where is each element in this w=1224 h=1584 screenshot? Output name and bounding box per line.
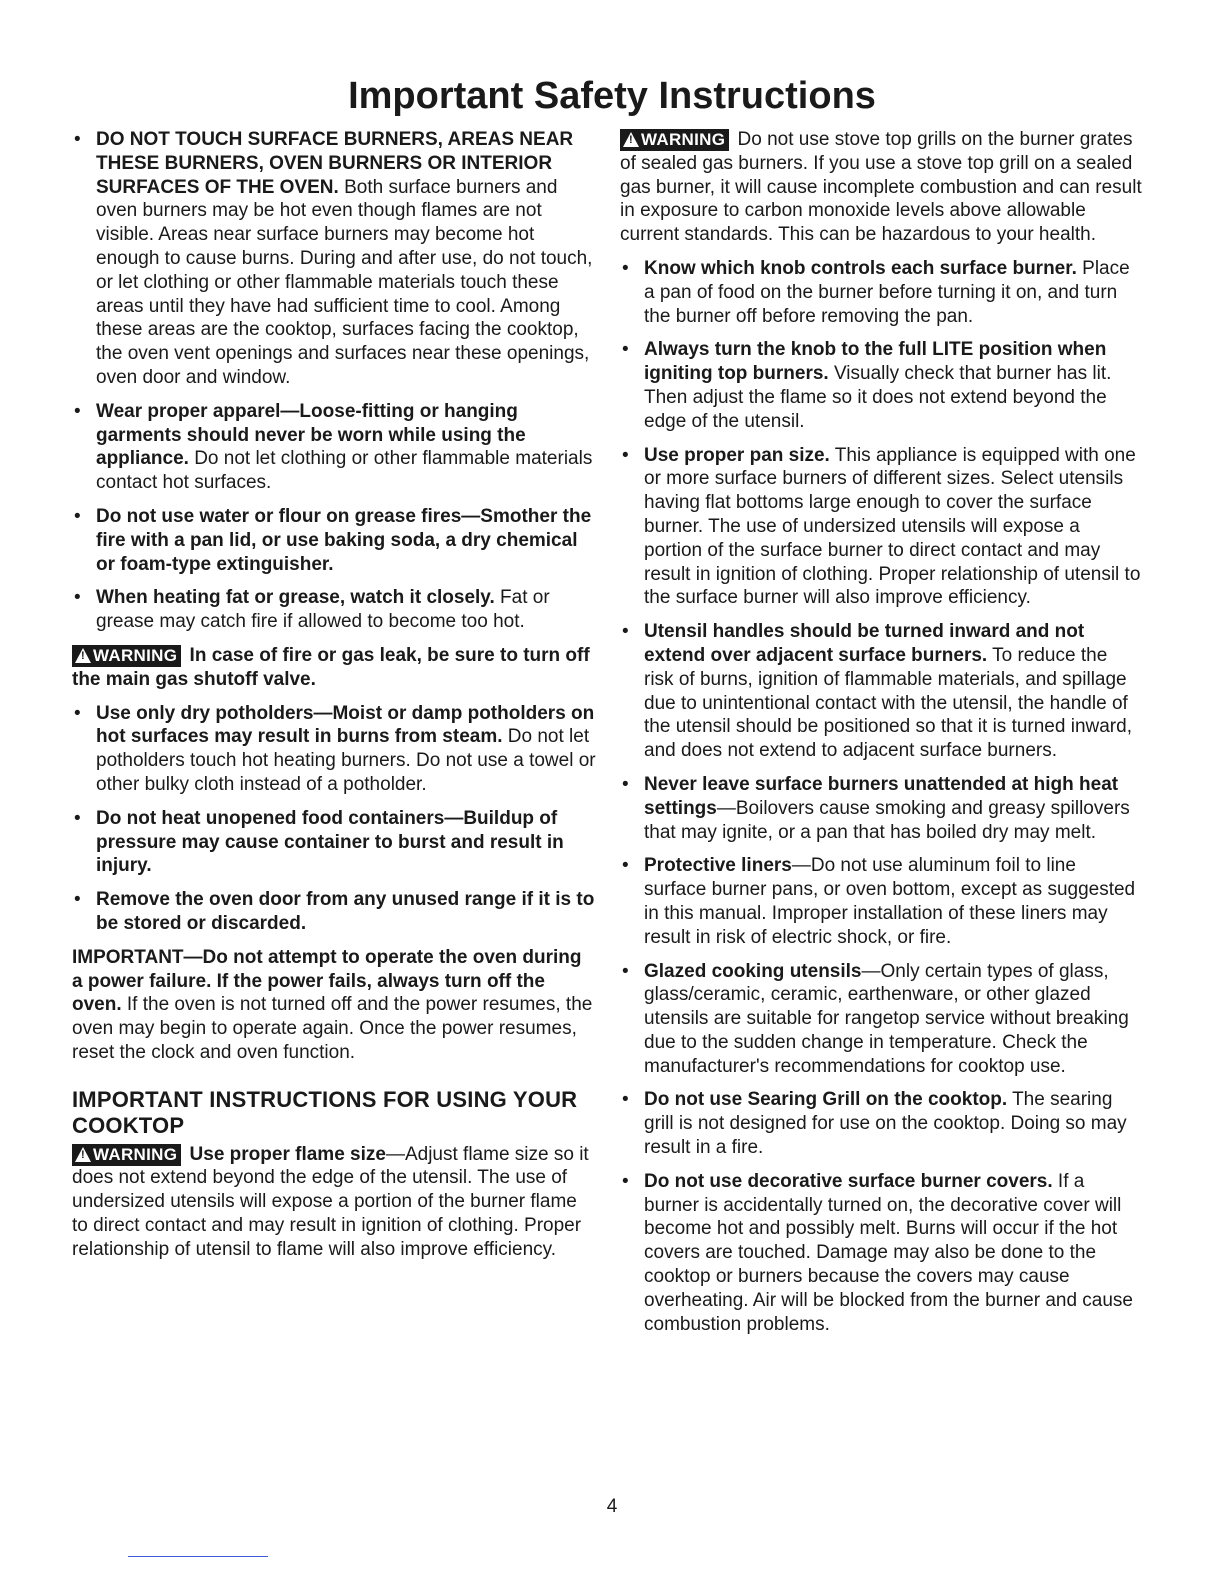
item-heading: Always turn the knob to the full LITE position when igniting top burners. xyxy=(644,339,1107,385)
list-item xyxy=(620,338,1142,433)
safety-list-mid xyxy=(72,702,596,936)
item-text: —Boilovers cause smoking and greasy spillovers that may ignite, or a pan that has boiled dry may melt. xyxy=(644,797,1130,843)
important-power-failure xyxy=(72,946,596,1065)
warning-triangle-icon xyxy=(623,132,639,147)
item-text: —Do not use aluminum foil to line surface burner pans, or oven bottom, except as suggested in this manual. Improper installation of these liners may result in risk of electric shock, or fire. xyxy=(644,855,1136,948)
item-heading: Remove the oven door from any unused range if it is to be stored or discarded. xyxy=(96,889,595,934)
warning-triangle-icon xyxy=(75,1147,91,1162)
warning-badge xyxy=(620,129,729,151)
left-column xyxy=(72,128,596,1272)
list-item xyxy=(620,854,1142,949)
page-title: Important Safety Instructions xyxy=(348,75,876,117)
list-item xyxy=(72,807,596,878)
warning-heading: Use proper flame size xyxy=(189,1143,386,1165)
safety-list-top xyxy=(72,128,596,634)
warning-label: WARNING xyxy=(641,130,726,149)
page-number: 4 xyxy=(606,1496,618,1517)
item-heading: Know which knob controls each surface burner. xyxy=(644,257,1077,279)
item-heading: When heating fat or grease, watch it closely. xyxy=(96,587,495,609)
item-heading: Protective liners xyxy=(644,855,792,877)
warning-stove-top-grills xyxy=(620,128,1142,247)
list-item xyxy=(620,960,1142,1079)
item-heading: Wear proper apparel—Loose-fitting or hanging garments should never be worn while using the appliance. xyxy=(96,400,526,470)
list-item xyxy=(72,702,596,797)
warning-text: —Adjust flame size so it does not extend beyond the edge of the utensil. The use of undersized utensils will expose a portion of the burner flame to direct contact and may result in ignition of clothing. Proper relationship of utensil to flame will also improve efficiency. xyxy=(72,1143,589,1260)
list-item xyxy=(72,888,596,936)
warning-fire-gas-leak xyxy=(72,644,596,692)
item-text: Place a pan of food on the burner before turning it on, and turn the burner off before removing the pan. xyxy=(644,257,1130,327)
right-column xyxy=(620,128,1142,1346)
item-heading: Use only dry potholders—Moist or damp potholders on hot surfaces may result in burns from steam. xyxy=(96,702,595,748)
item-heading: Do not use decorative surface burner covers. xyxy=(644,1170,1053,1192)
list-item xyxy=(72,505,596,576)
item-text: The searing grill is not designed for use on the cooktop. Doing so may result in a fire. xyxy=(644,1089,1127,1159)
warning-badge xyxy=(72,645,181,667)
item-text: Do not let potholders touch hot heating burners. Do not use a towel or other bulky cloth instead of a potholder. xyxy=(96,726,596,795)
item-heading: Use proper pan size. xyxy=(644,444,830,466)
warning-heading: In case of fire or gas leak, be sure to turn off the main gas shutoff valve. xyxy=(72,644,590,690)
list-item xyxy=(620,1088,1142,1159)
item-heading: Glazed cooking utensils xyxy=(644,960,862,982)
warning-triangle-icon xyxy=(75,648,91,663)
warning-label: WARNING xyxy=(93,645,178,665)
section-heading: IMPORTANT INSTRUCTIONS FOR USING YOUR COOKTOP xyxy=(72,1086,578,1138)
warning-badge xyxy=(72,1144,181,1166)
item-text: To reduce the risk of burns, ignition of flammable materials, and spillage due to unintentional contact with the utensil, the handle of the utensil should be positioned so that it is turned inward, and does not extend to adjacent surface burners. xyxy=(644,644,1132,762)
warning-text: Do not use stove top grills on the burner grates of sealed gas burners. If you use a stove top grill on a sealed gas burner, it will cause incomplete combustion and can result in exposure to carbon monoxide levels above allowable current standards. This can be hazardous to your health. xyxy=(620,129,1142,246)
list-item xyxy=(620,444,1142,611)
footer-rule xyxy=(128,1556,268,1557)
important-text: If the oven is not turned off and the power resumes, the oven may begin to operate again. Once the power resumes, reset the clock and oven function. xyxy=(72,994,593,1063)
warning-label: WARNING xyxy=(93,1144,178,1164)
item-text: This appliance is equipped with one or more surface burners of different sizes. Select utensils having flat bottoms large enough to cover the surface burner. The use of undersized utensils will expose a portion of the surface burner to direct contact and may result in ignition of clothing. Proper relationship of utensil to the surface burner will also improve efficiency. xyxy=(644,444,1141,609)
item-text: Fat or grease may catch fire if allowed to become too hot. xyxy=(96,587,550,633)
item-text: —Only certain types of glass, glass/ceramic, ceramic, earthenware, or other glazed utensils are suitable for rangetop service without breaking due to the sudden change in temperature. Check the manufacturer's recommendations for cooktop use. xyxy=(644,960,1129,1077)
item-heading: DO NOT TOUCH SURFACE BURNERS, AREAS NEAR THESE BURNERS, OVEN BURNERS OR INTERIOR SURFACES OF THE OVEN. xyxy=(96,129,574,198)
list-item xyxy=(620,257,1142,328)
list-item xyxy=(72,128,596,390)
item-text: Both surface burners and oven burners may be hot even though flames are not visible. Areas near surface burners may become hot enough to cause burns. During and after use, do not touch, or let clothing or other flammable materials touch these areas until they have had sufficient time to cool. Among these areas are the cooktop, surfaces facing the cooktop, the oven vent openings and surfaces near these openings, oven door and window. xyxy=(96,176,593,388)
list-item xyxy=(620,1170,1142,1337)
item-heading: Never leave surface burners unattended at high heat settings xyxy=(644,773,1119,819)
warning-flame-size xyxy=(72,1143,596,1262)
important-heading: IMPORTANT—Do not attempt to operate the oven during a power failure. If the power fails, always turn off the oven. xyxy=(72,946,582,1016)
list-item xyxy=(620,773,1142,844)
item-heading: Do not use water or flour on grease fires—Smother the fire with a pan lid, or use baking soda, a dry chemical or foam-type extinguisher. xyxy=(96,505,592,575)
list-item xyxy=(72,586,596,634)
item-text: Do not let clothing or other flammable materials contact hot surfaces. xyxy=(96,448,593,494)
item-text: Visually check that burner has lit. Then adjust the flame so it does not extend beyond the edge of the utensil. xyxy=(644,363,1112,432)
item-text: If a burner is accidentally turned on, the decorative cover will become hot and possibly melt. Burns will occur if the hot covers are touched. Damage may also be done to the cooktop or burners because the covers may cause overheating. Air will be blocked from the burner and cause combustion problems. xyxy=(644,1170,1133,1335)
item-heading: Do not heat unopened food containers—Buildup of pressure may cause container to burst and result in injury. xyxy=(96,807,564,877)
item-heading: Do not use Searing Grill on the cooktop. xyxy=(644,1089,1008,1111)
list-item xyxy=(620,620,1142,763)
item-heading: Utensil handles should be turned inward and not extend over adjacent surface burners. xyxy=(644,621,1085,666)
list-item xyxy=(72,400,596,495)
cooktop-list xyxy=(620,257,1142,1336)
